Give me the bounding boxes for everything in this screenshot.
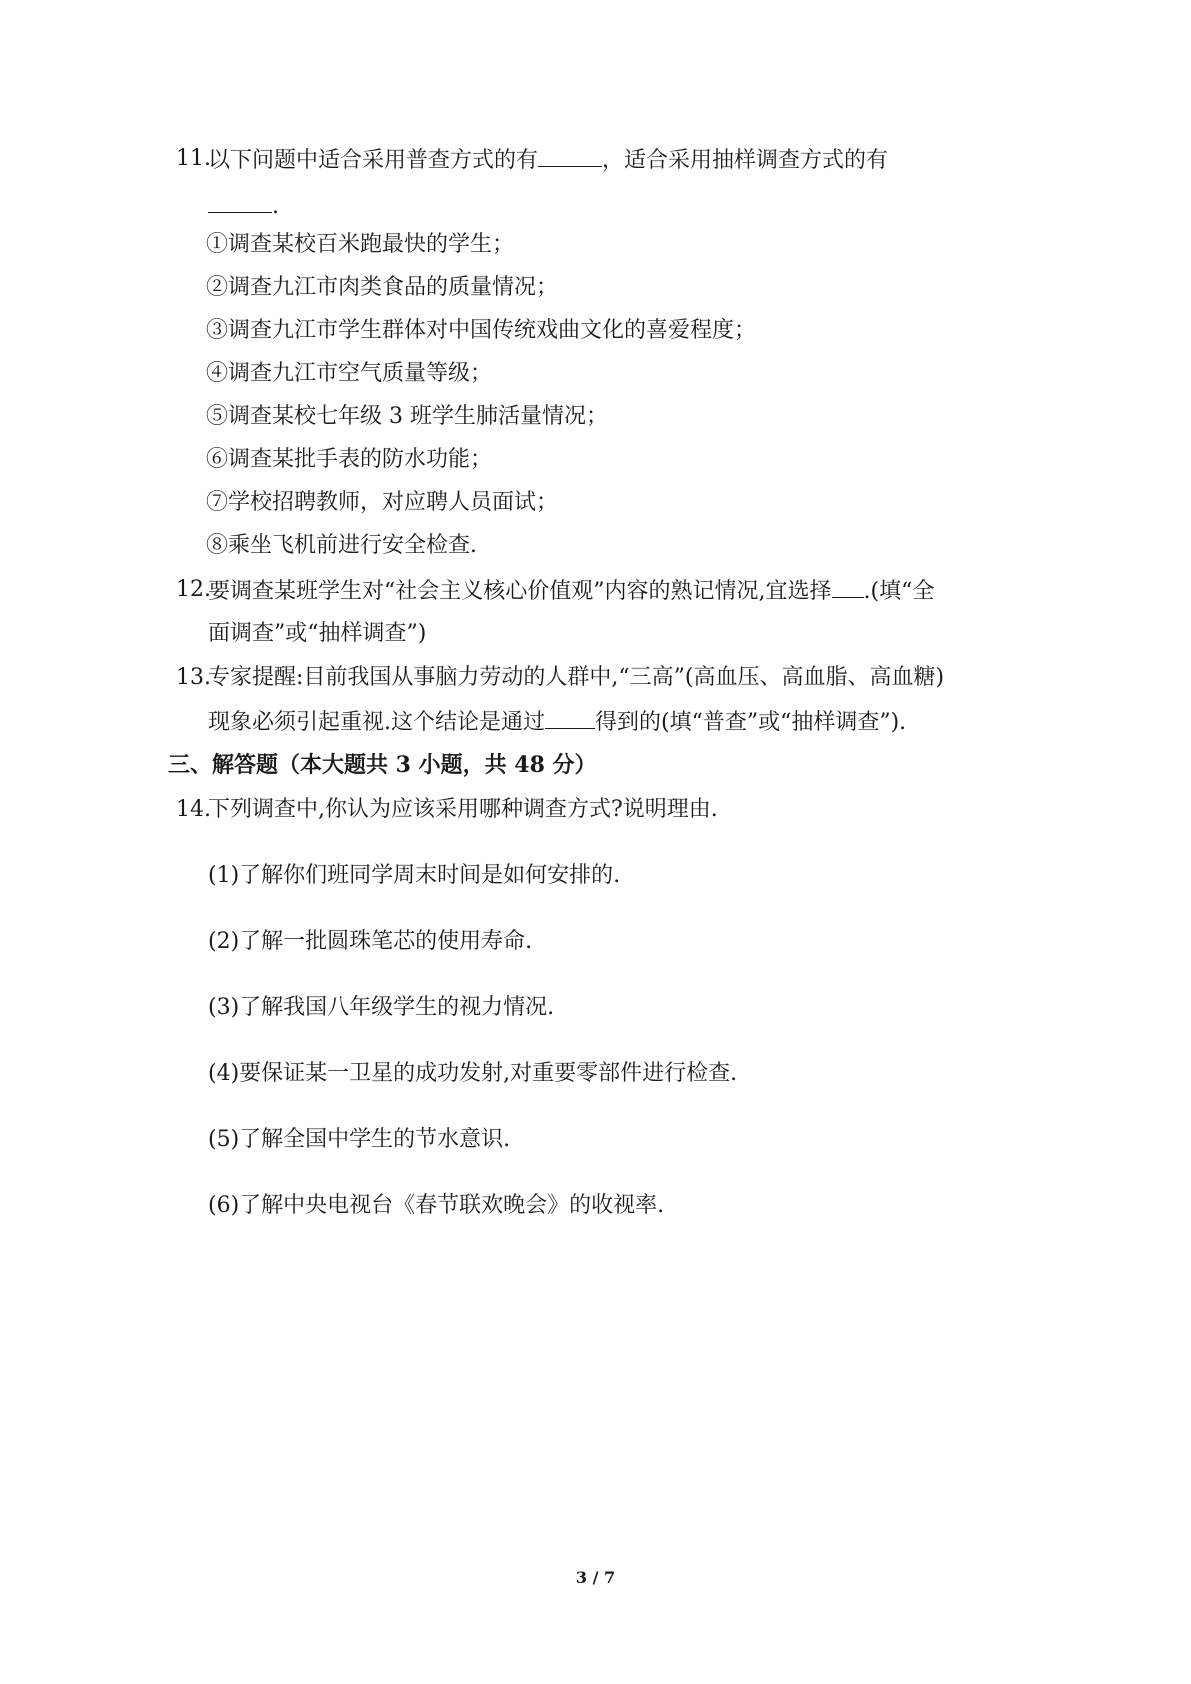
question-11-item-2: ②调查九江市肉类食品的质量情况； (206, 275, 559, 300)
answer-blank-sampling (208, 190, 272, 213)
question-number-12: 12. (176, 577, 211, 602)
answer-blank-13 (545, 706, 595, 729)
question-14-text: 下列调查中,你认为应该采用哪种调查方式?说明理由. (208, 797, 718, 822)
question-11-item-4: ④调查九江市空气质量等级； (206, 361, 493, 386)
question-14-item-3: (3)了解我国八年级学生的视力情况. (208, 995, 555, 1020)
question-11-item-3: ③调查九江市学生群体对中国传统戏曲文化的喜爱程度； (206, 318, 757, 343)
question-number-14: 14. (176, 797, 211, 822)
question-12-text-a: 要调查某班学生对“社会主义核心价值观”内容的熟记情况,宜选择 (208, 579, 832, 604)
question-13-line-1: 专家提醒:目前我国从事脑力劳动的人群中,“三高”(高血压、高血脂、高血糖) (208, 665, 945, 690)
question-12-line-2: 面调查”或“抽样调查”) (208, 621, 427, 646)
question-11-line-2 (208, 190, 279, 222)
question-11-text-a: 以下问题中适合采用普查方式的有 (208, 148, 539, 173)
question-12-line-1 (208, 575, 934, 607)
question-11-item-8: ⑧乘坐飞机前进行安全检查. (206, 533, 477, 558)
question-11-item-1: ①调查某校百米跑最快的学生； (206, 232, 515, 257)
question-13-text-a: 现象必须引起重视.这个结论是通过 (208, 710, 545, 735)
answer-blank-12 (832, 575, 864, 598)
answer-blank-census (538, 144, 602, 167)
section-title-answer-questions: 三、解答题（本大题共 3 小题，共 48 分） (168, 752, 597, 778)
question-14-item-1: (1)了解你们班同学周末时间是如何安排的. (208, 863, 621, 888)
question-14-item-2: (2)了解一批圆珠笔芯的使用寿命. (208, 929, 533, 954)
question-11-item-5: ⑤调查某校七年级 3 班学生肺活量情况； (206, 404, 608, 429)
question-11-text-c: . (272, 194, 279, 219)
question-14-item-4: (4)要保证某一卫星的成功发射,对重要零部件进行检查. (208, 1061, 738, 1086)
question-number-11: 11. (176, 146, 211, 171)
question-11-item-6: ⑥调查某批手表的防水功能； (206, 447, 493, 472)
question-12-text-b: .(填“全 (863, 579, 935, 604)
question-13-text-b: 得到的(填“普查”或“抽样调查”). (595, 710, 907, 735)
question-11-item-7: ⑦学校招聘教师，对应聘人员面试； (206, 490, 559, 515)
page-number: 3 / 7 (575, 1568, 616, 1587)
question-14-item-5: (5)了解全国中学生的节水意识. (208, 1127, 511, 1152)
question-11-line-1 (208, 144, 888, 176)
question-14-item-6: (6)了解中央电视台《春节联欢晚会》的收视率. (208, 1193, 665, 1218)
question-number-13: 13. (176, 665, 211, 690)
question-11-text-b: ，适合采用抽样调查方式的有 (602, 148, 889, 173)
question-13-line-2 (208, 706, 906, 738)
